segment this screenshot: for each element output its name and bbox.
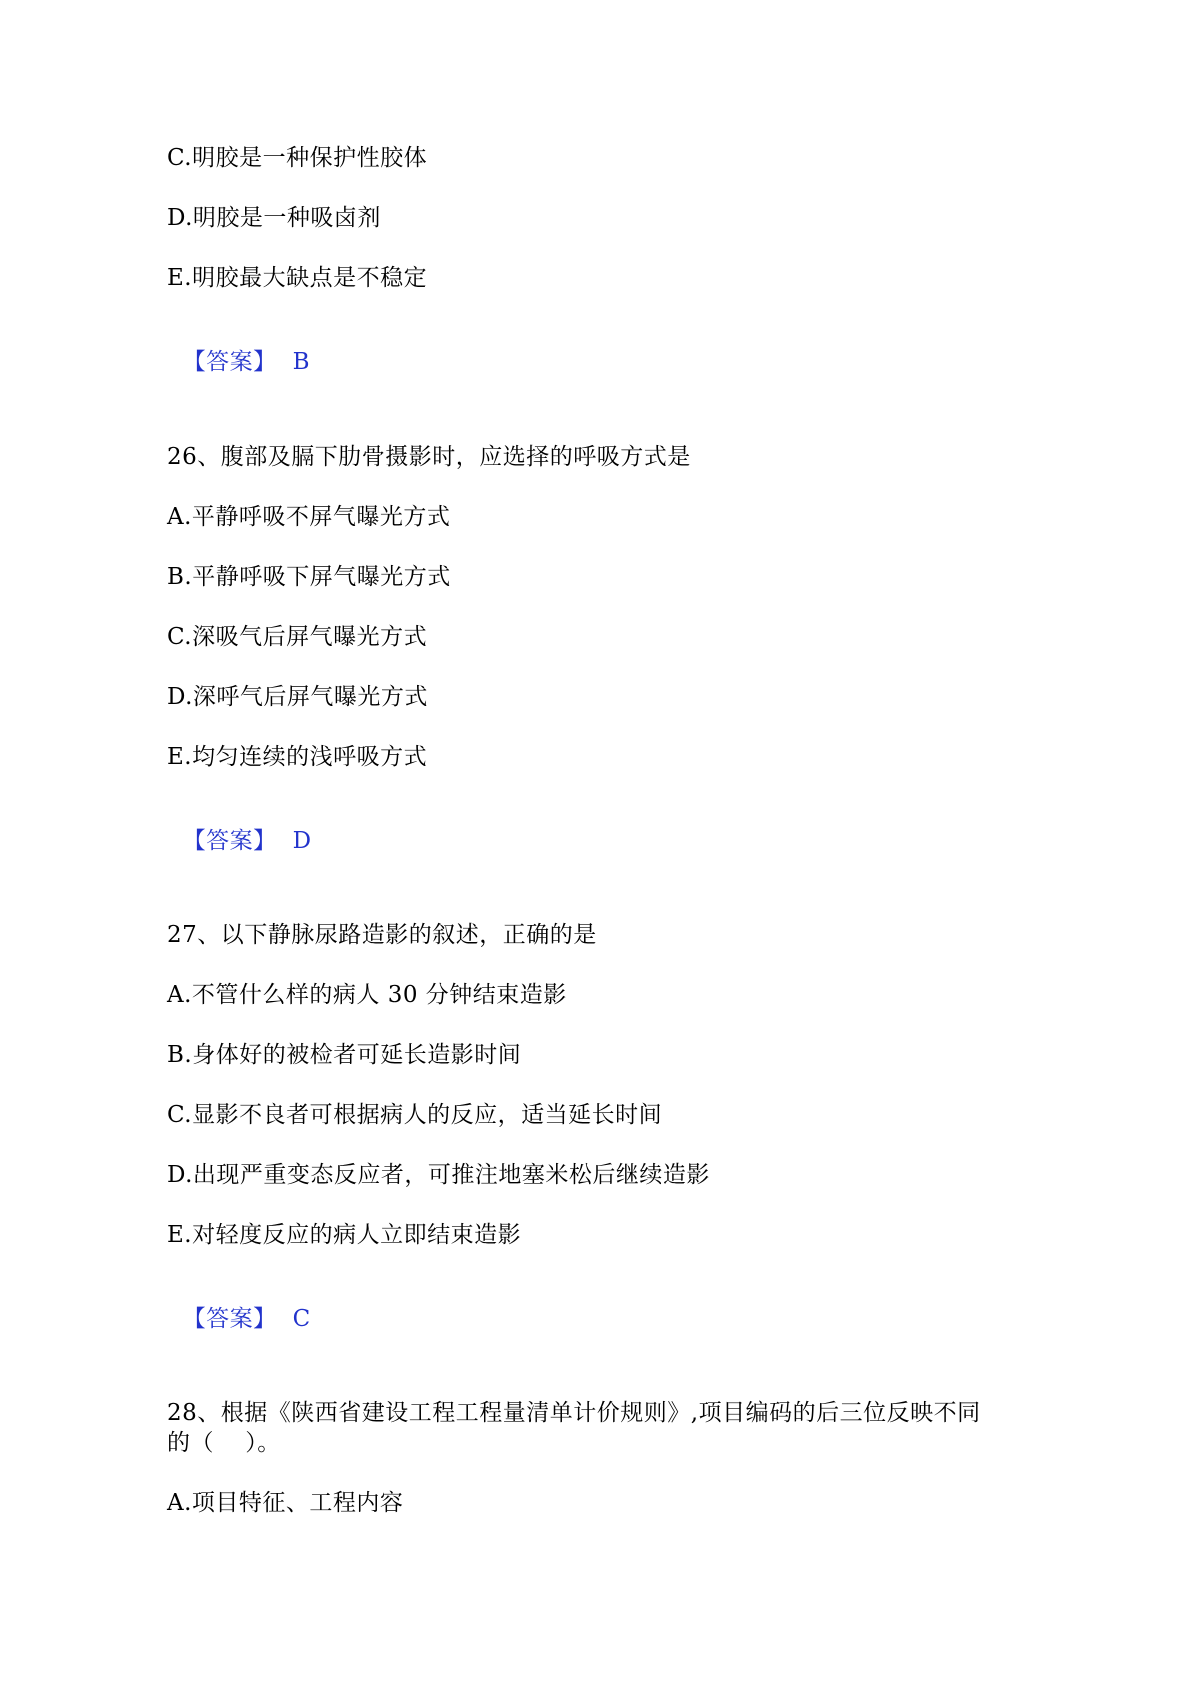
answer-label: 【答案】 (182, 828, 277, 854)
answer-label: 【答案】 (182, 349, 277, 375)
answer-value: B (292, 349, 311, 375)
question-stem: 26、腹部及膈下肋骨摄影时，应选择的呼吸方式是 (167, 444, 691, 470)
option-text: C.显影不良者可根据病人的反应，适当延长时间 (167, 1102, 663, 1128)
question-stem: 28、根据《陕西省建设工程工程量清单计价规则》,项目编码的后三位反映不同 (167, 1400, 981, 1426)
option-text: D.明胶是一种吸卤剂 (167, 205, 381, 231)
option-text: B.平静呼吸下屏气曝光方式 (167, 564, 451, 590)
option-text: E.均匀连续的浅呼吸方式 (167, 744, 428, 770)
option-text: A.不管什么样的病人 30 分钟结束造影 (167, 982, 567, 1008)
answer-value: C (292, 1306, 311, 1332)
option-text: D.深呼气后屏气曝光方式 (167, 684, 428, 710)
answer-line (167, 326, 311, 375)
option-text: D.出现严重变态反应者，可推注地塞米松后继续造影 (167, 1162, 710, 1188)
option-text: E.明胶最大缺点是不稳定 (167, 265, 428, 291)
answer-value: D (292, 828, 312, 854)
option-text: B.身体好的被检者可延长造影时间 (167, 1042, 522, 1068)
option-text: C.深吸气后屏气曝光方式 (167, 624, 428, 650)
question-stem: 27、以下静脉尿路造影的叙述，正确的是 (167, 922, 597, 948)
answer-line (167, 1283, 311, 1332)
answer-label: 【答案】 (182, 1306, 277, 1332)
option-text: A.平静呼吸不屏气曝光方式 (167, 504, 451, 530)
option-text: A.项目特征、工程内容 (167, 1490, 404, 1516)
option-text: C.明胶是一种保护性胶体 (167, 145, 428, 171)
answer-line (167, 805, 312, 854)
option-text: E.对轻度反应的病人立即结束造影 (167, 1222, 522, 1248)
question-stem-continued: 的（ ）。 (167, 1430, 281, 1456)
